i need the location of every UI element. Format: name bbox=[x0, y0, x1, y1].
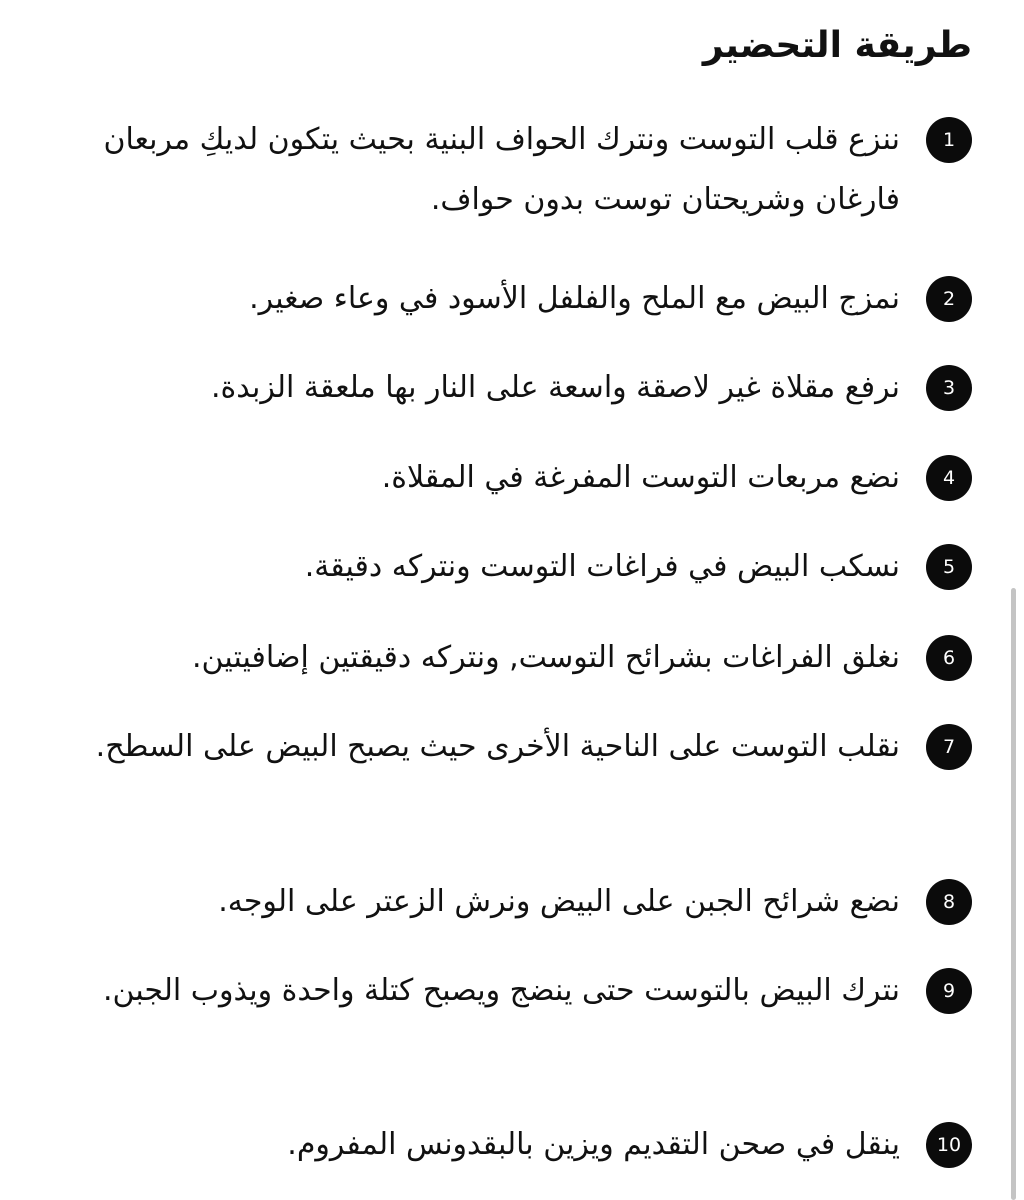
section-title: طريقة التحضير bbox=[702, 25, 972, 66]
vertical-scrollbar[interactable] bbox=[1011, 588, 1016, 1200]
step-item-5 bbox=[72, 544, 972, 597]
step-item-7 bbox=[72, 724, 972, 777]
step-item-10 bbox=[72, 1122, 972, 1175]
step-number-badge: 10 bbox=[926, 1122, 972, 1168]
step-text: نضع شرائح الجبن على البيض ونرش الزعتر على الوجه. bbox=[218, 884, 900, 919]
step-number-badge: 8 bbox=[926, 879, 972, 925]
step-item-9 bbox=[72, 968, 972, 1021]
step-text: نمزج البيض مع الملح والفلفل الأسود في وعاء صغير. bbox=[249, 281, 900, 316]
step-text: ننزع قلب التوست ونترك الحواف البنية بحيث يتكون لديكِ مربعان فارغان وشريحتان توست بدون حواف. bbox=[103, 122, 900, 217]
step-number-badge: 1 bbox=[926, 117, 972, 163]
step-item-3 bbox=[72, 365, 972, 418]
step-text: نسكب البيض في فراغات التوست ونتركه دقيقة. bbox=[304, 549, 900, 584]
step-number-badge: 5 bbox=[926, 544, 972, 590]
step-text: ينقل في صحن التقديم ويزين بالبقدونس المفروم. bbox=[287, 1127, 900, 1162]
step-text: نضع مربعات التوست المفرغة في المقلاة. bbox=[381, 460, 900, 495]
step-text: نترك البيض بالتوست حتى ينضج ويصبح كتلة واحدة ويذوب الجبن. bbox=[102, 973, 900, 1008]
step-item-1 bbox=[72, 117, 972, 230]
step-number-badge: 4 bbox=[926, 455, 972, 501]
step-number-badge: 3 bbox=[926, 365, 972, 411]
step-number-badge: 2 bbox=[926, 276, 972, 322]
step-item-4 bbox=[72, 455, 972, 508]
step-item-8 bbox=[72, 879, 972, 932]
step-number-badge: 7 bbox=[926, 724, 972, 770]
step-number-badge: 6 bbox=[926, 635, 972, 681]
step-text: نغلق الفراغات بشرائح التوست, ونتركه دقيقتين إضافيتين. bbox=[192, 640, 900, 675]
step-item-6 bbox=[72, 635, 972, 688]
step-number-badge: 9 bbox=[926, 968, 972, 1014]
step-text: نرفع مقلاة غير لاصقة واسعة على النار بها ملعقة الزبدة. bbox=[211, 370, 900, 405]
step-item-2 bbox=[72, 276, 972, 329]
step-text: نقلب التوست على الناحية الأخرى حيث يصبح البيض على السطح. bbox=[95, 729, 900, 764]
